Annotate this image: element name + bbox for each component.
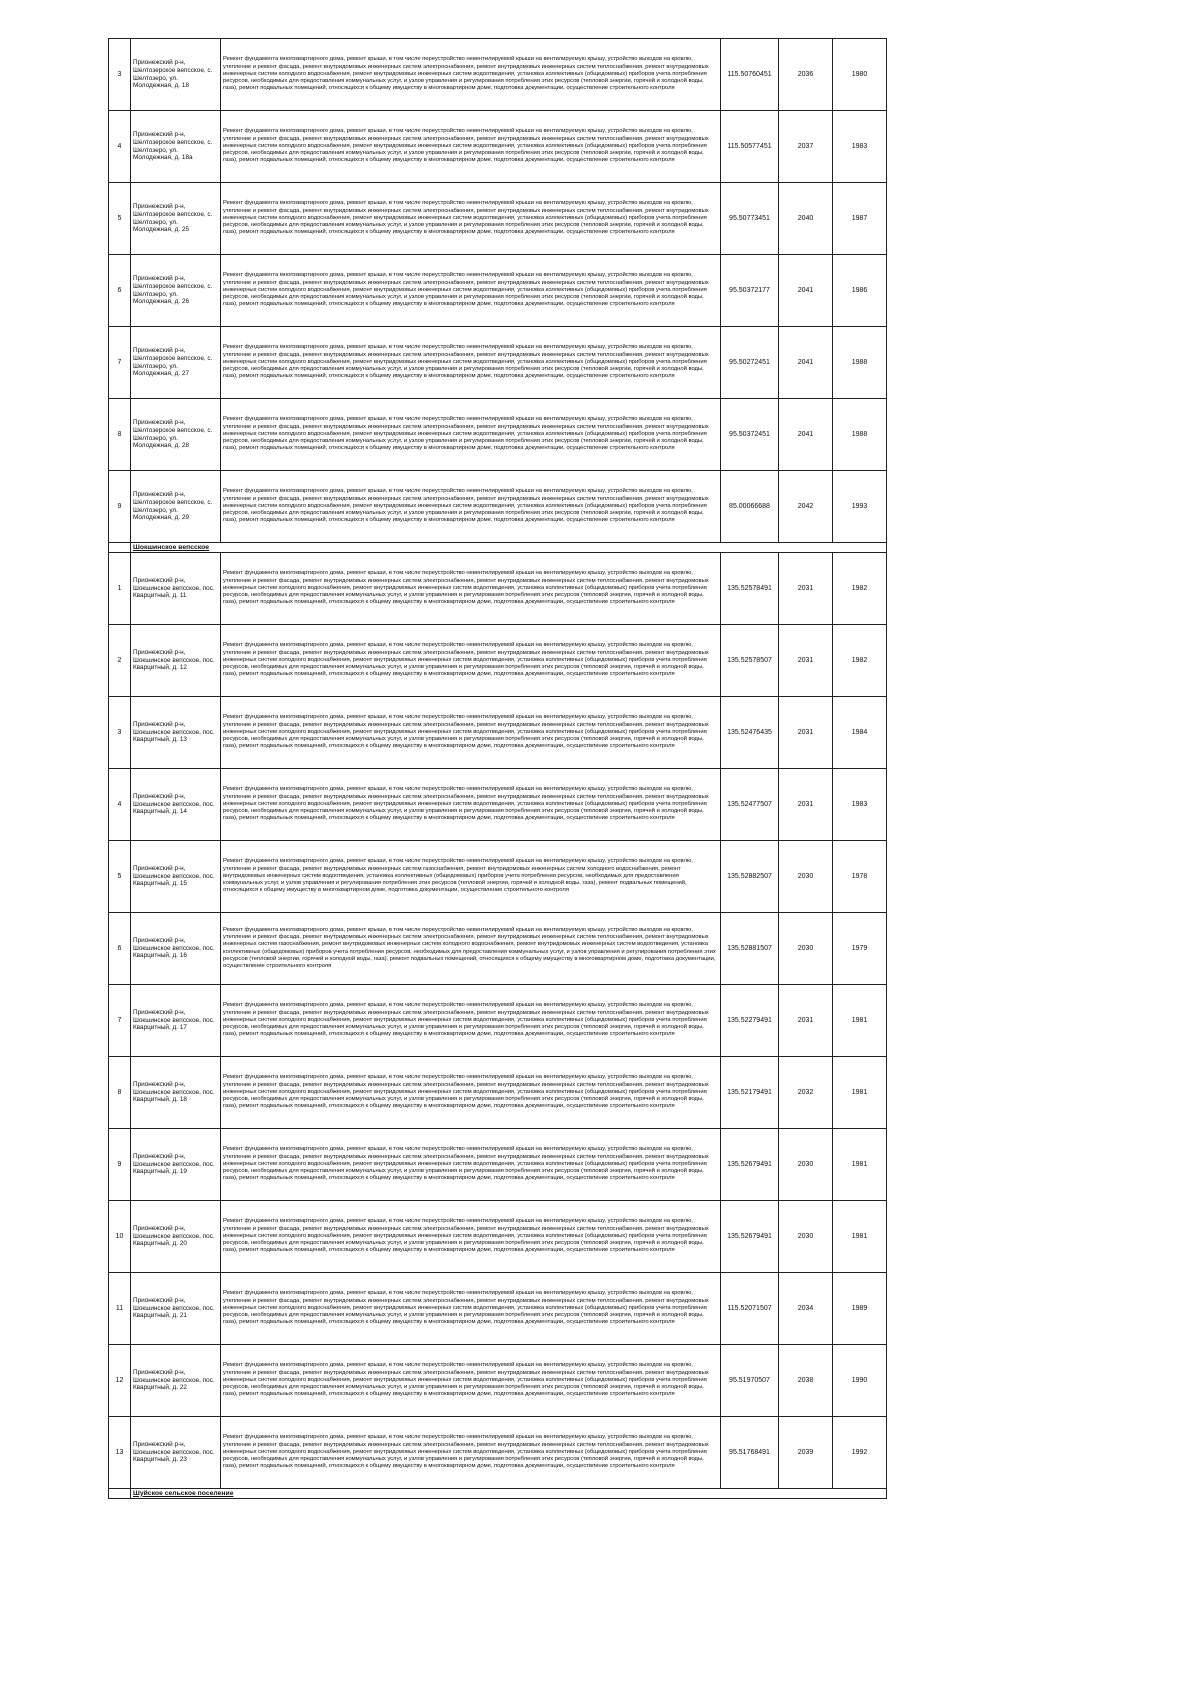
- table-row: [109, 1201, 887, 1273]
- work-description-cell: Ремонт фундамента многоквартирного дома, ремонт крыши, в том числе переустройство невентилируемой крыши на вентилируемую крышу, устройство выходов на кровлю, утепление и ремонт фасада, ремонт внутридомовых инженерных систем электроснабжения, ремонт внутридомовых инженерных систем теплоснабжения, ремонт внутридомовых инженерных систем холодного водоснабжения, ремонт внутридомовых инженерных систем водоотведения, установка коллективных (общедомовых) приборов учета потребления ресурсов, необходимых для предоставления коммунальных услуг, и узлов управления и регулирования потребления этих ресурсов (тепловой энергии, горячей и холодной воды, газа), ремонт подвальных помещений, относящихся к общему имуществу в многоквартирном доме, подготовка документации, осуществление строительного контроля: [221, 769, 721, 841]
- build-year-cell: 1981: [833, 1201, 887, 1273]
- row-number-cell: 2: [109, 625, 131, 697]
- table-row: [109, 327, 887, 399]
- cost-cell: 95.51768491: [721, 1417, 779, 1489]
- table-row: [109, 399, 887, 471]
- address-cell: Прионежский р-н, Шокшинское вепсское, пос. Кварцитный, д. 14: [131, 769, 221, 841]
- address-cell: Прионежский р-н, Шелтозерское вепсское, с. Шелтозеро, ул. Молодежная, д. 29: [131, 471, 221, 543]
- work-description-cell: Ремонт фундамента многоквартирного дома, ремонт крыши, в том числе переустройство невентилируемой крыши на вентилируемую крышу, устройство выходов на кровлю, утепление и ремонт фасада, ремонт внутридомовых инженерных систем электроснабжения, ремонт внутридомовых инженерных систем теплоснабжения, ремонт внутридомовых инженерных систем холодного водоснабжения, ремонт внутридомовых инженерных систем водоотведения, установка коллективных (общедомовых) приборов учета потребления ресурсов, необходимых для предоставления коммунальных услуг, и узлов управления и регулирования потребления этих ресурсов (тепловой энергии, горячей и холодной воды, газа), ремонт подвальных помещений, относящихся к общему имуществу в многоквартирном доме, подготовка документации, осуществление строительного контроля: [221, 1273, 721, 1345]
- row-number-cell: 3: [109, 697, 131, 769]
- build-year-cell: 1979: [833, 913, 887, 985]
- address-cell: Прионежский р-н, Шокшинское вепсское, пос. Кварцитный, д. 22: [131, 1345, 221, 1417]
- address-cell: Прионежский р-н, Шокшинское вепсское, пос. Кварцитный, д. 18: [131, 1057, 221, 1129]
- cost-cell: 95.50372177: [721, 255, 779, 327]
- planned-year-cell: 2030: [779, 1129, 833, 1201]
- planned-year-cell: 2031: [779, 625, 833, 697]
- planned-year-cell: 2041: [779, 327, 833, 399]
- address-cell: Прионежский р-н, Шокшинское вепсское, пос. Кварцитный, д. 19: [131, 1129, 221, 1201]
- planned-year-cell: 2030: [779, 913, 833, 985]
- row-number-cell: 4: [109, 769, 131, 841]
- cost-cell: 115.50577451: [721, 111, 779, 183]
- work-description-cell: Ремонт фундамента многоквартирного дома, ремонт крыши, в том числе переустройство невентилируемой крыши на вентилируемую крышу, устройство выходов на кровлю, утепление и ремонт фасада, ремонт внутридомовых инженерных систем электроснабжения, ремонт внутридомовых инженерных систем теплоснабжения, ремонт внутридомовых инженерных систем холодного водоснабжения, ремонт внутридомовых инженерных систем водоотведения, установка коллективных (общедомовых) приборов учета потребления ресурсов, необходимых для предоставления коммунальных услуг, и узлов управления и регулирования потребления этих ресурсов (тепловой энергии, горячей и холодной воды, газа), ремонт подвальных помещений, относящихся к общему имуществу в многоквартирном доме, подготовка документации, осуществление строительного контроля: [221, 1057, 721, 1129]
- row-number-cell: 8: [109, 399, 131, 471]
- build-year-cell: 1978: [833, 841, 887, 913]
- section-title: Шуйское сельское поселение: [131, 1489, 887, 1499]
- row-number-cell: 10: [109, 1201, 131, 1273]
- build-year-cell: 1987: [833, 183, 887, 255]
- work-description-cell: Ремонт фундамента многоквартирного дома, ремонт крыши, в том числе переустройство невентилируемой крыши на вентилируемую крышу, устройство выходов на кровлю, утепление и ремонт фасада, ремонт внутридомовых инженерных систем электроснабжения, ремонт внутридомовых инженерных систем теплоснабжения, ремонт внутридомовых инженерных систем холодного водоснабжения, ремонт внутридомовых инженерных систем водоотведения, установка коллективных (общедомовых) приборов учета потребления ресурсов, необходимых для предоставления коммунальных услуг, и узлов управления и регулирования потребления этих ресурсов (тепловой энергии, горячей и холодной воды, газа), ремонт подвальных помещений, относящихся к общему имуществу в многоквартирном доме, подготовка документации, осуществление строительного контроля: [221, 1201, 721, 1273]
- cost-cell: 135.52476435: [721, 697, 779, 769]
- work-description-cell: Ремонт фундамента многоквартирного дома, ремонт крыши, в том числе переустройство невентилируемой крыши на вентилируемую крышу, устройство выходов на кровлю, утепление и ремонт фасада, ремонт внутридомовых инженерных систем электроснабжения, ремонт внутридомовых инженерных систем теплоснабжения, ремонт внутридомовых инженерных систем холодного водоснабжения, ремонт внутридомовых инженерных систем водоотведения, установка коллективных (общедомовых) приборов учета потребления ресурсов, необходимых для предоставления коммунальных услуг, и узлов управления и регулирования потребления этих ресурсов (тепловой энергии, горячей и холодной воды, газа), ремонт подвальных помещений, относящихся к общему имуществу в многоквартирном доме, подготовка документации, осуществление строительного контроля: [221, 399, 721, 471]
- table-row: [109, 255, 887, 327]
- address-cell: Прионежский р-н, Шелтозерское вепсское, с. Шелтозеро, ул. Молодежная, д. 18а: [131, 111, 221, 183]
- table-body: [109, 39, 887, 1499]
- address-cell: Прионежский р-н, Шокшинское вепсское, пос. Кварцитный, д. 12: [131, 625, 221, 697]
- row-number-cell: 7: [109, 327, 131, 399]
- row-number-cell: 9: [109, 471, 131, 543]
- row-number-cell: 6: [109, 913, 131, 985]
- section-header-row: [109, 1489, 887, 1499]
- planned-year-cell: 2031: [779, 553, 833, 625]
- build-year-cell: 1989: [833, 1273, 887, 1345]
- planned-year-cell: 2042: [779, 471, 833, 543]
- table-row: [109, 1345, 887, 1417]
- row-number-cell: 6: [109, 255, 131, 327]
- planned-year-cell: 2040: [779, 183, 833, 255]
- table-row: [109, 1417, 887, 1489]
- planned-year-cell: 2031: [779, 985, 833, 1057]
- planned-year-cell: 2030: [779, 1201, 833, 1273]
- planned-year-cell: 2041: [779, 399, 833, 471]
- row-number-cell: 4: [109, 111, 131, 183]
- address-cell: Прионежский р-н, Шокшинское вепсское, пос. Кварцитный, д. 20: [131, 1201, 221, 1273]
- build-year-cell: 1986: [833, 255, 887, 327]
- cost-cell: 135.52578491: [721, 553, 779, 625]
- address-cell: Прионежский р-н, Шокшинское вепсское, пос. Кварцитный, д. 11: [131, 553, 221, 625]
- work-description-cell: Ремонт фундамента многоквартирного дома, ремонт крыши, в том числе переустройство невентилируемой крыши на вентилируемую крышу, устройство выходов на кровлю, утепление и ремонт фасада, ремонт внутридомовых инженерных систем электроснабжения, ремонт внутридомовых инженерных систем теплоснабжения, ремонт внутридомовых инженерных систем холодного водоснабжения, ремонт внутридомовых инженерных систем водоотведения, установка коллективных (общедомовых) приборов учета потребления ресурсов, необходимых для предоставления коммунальных услуг, и узлов управления и регулирования потребления этих ресурсов (тепловой энергии, горячей и холодной воды, газа), ремонт подвальных помещений, относящихся к общему имуществу в многоквартирном доме, подготовка документации, осуществление строительного контроля: [221, 697, 721, 769]
- row-number-cell: 8: [109, 1057, 131, 1129]
- work-description-cell: Ремонт фундамента многоквартирного дома, ремонт крыши, в том числе переустройство невентилируемой крыши на вентилируемую крышу, устройство выходов на кровлю, утепление и ремонт фасада, ремонт внутридомовых инженерных систем электроснабжения, ремонт внутридомовых инженерных систем теплоснабжения, ремонт внутридомовых инженерных систем холодного водоснабжения, ремонт внутридомовых инженерных систем водоотведения, установка коллективных (общедомовых) приборов учета потребления ресурсов, необходимых для предоставления коммунальных услуг, и узлов управления и регулирования потребления этих ресурсов (тепловой энергии, горячей и холодной воды, газа), ремонт подвальных помещений, относящихся к общему имуществу в многоквартирном доме, подготовка документации, осуществление строительного контроля: [221, 39, 721, 111]
- cost-cell: 135.52679491: [721, 1129, 779, 1201]
- row-number-cell: 5: [109, 183, 131, 255]
- address-cell: Прионежский р-н, Шокшинское вепсское, пос. Кварцитный, д. 21: [131, 1273, 221, 1345]
- address-cell: Прионежский р-н, Шокшинское вепсское, пос. Кварцитный, д. 17: [131, 985, 221, 1057]
- work-description-cell: Ремонт фундамента многоквартирного дома, ремонт крыши, в том числе переустройство невентилируемой крыши на вентилируемую крышу, устройство выходов на кровлю, утепление и ремонт фасада, ремонт внутридомовых инженерных систем электроснабжения, ремонт внутридомовых инженерных систем теплоснабжения, ремонт внутридомовых инженерных систем холодного водоснабжения, ремонт внутридомовых инженерных систем водоотведения, установка коллективных (общедомовых) приборов учета потребления ресурсов, необходимых для предоставления коммунальных услуг, и узлов управления и регулирования потребления этих ресурсов (тепловой энергии, горячей и холодной воды, газа), ремонт подвальных помещений, относящихся к общему имуществу в многоквартирном доме, подготовка документации, осуществление строительного контроля: [221, 111, 721, 183]
- cost-cell: 135.52881507: [721, 913, 779, 985]
- address-cell: Прионежский р-н, Шокшинское вепсское, пос. Кварцитный, д. 16: [131, 913, 221, 985]
- build-year-cell: 1984: [833, 697, 887, 769]
- build-year-cell: 1981: [833, 1129, 887, 1201]
- table-row: [109, 1273, 887, 1345]
- table-row: [109, 111, 887, 183]
- address-cell: Прионежский р-н, Шелтозерское вепсское, с. Шелтозеро, ул. Молодежная, д. 27: [131, 327, 221, 399]
- planned-year-cell: 2032: [779, 1057, 833, 1129]
- work-description-cell: Ремонт фундамента многоквартирного дома, ремонт крыши, в том числе переустройство невентилируемой крыши на вентилируемую крышу, устройство выходов на кровлю, утепление и ремонт фасада, ремонт внутридомовых инженерных систем электроснабжения, ремонт внутридомовых инженерных систем теплоснабжения, ремонт внутридомовых инженерных систем холодного водоснабжения, ремонт внутридомовых инженерных систем водоотведения, установка коллективных (общедомовых) приборов учета потребления ресурсов, необходимых для предоставления коммунальных услуг, и узлов управления и регулирования потребления этих ресурсов (тепловой энергии, горячей и холодной воды, газа), ремонт подвальных помещений, относящихся к общему имуществу в многоквартирном доме, подготовка документации, осуществление строительного контроля: [221, 625, 721, 697]
- section-spacer: [109, 1489, 131, 1499]
- cost-cell: 135.52882507: [721, 841, 779, 913]
- section-title: Шокшинское вепсское: [131, 543, 887, 553]
- cost-cell: 135.52477507: [721, 769, 779, 841]
- build-year-cell: 1983: [833, 769, 887, 841]
- table-row: [109, 1057, 887, 1129]
- cost-cell: 95.51970507: [721, 1345, 779, 1417]
- cost-cell: 95.50272451: [721, 327, 779, 399]
- table-row: [109, 471, 887, 543]
- section-header-row: [109, 543, 887, 553]
- cost-cell: 135.52578507: [721, 625, 779, 697]
- work-description-cell: Ремонт фундамента многоквартирного дома, ремонт крыши, в том числе переустройство невентилируемой крыши на вентилируемую крышу, устройство выходов на кровлю, утепление и ремонт фасада, ремонт внутридомовых инженерных систем электроснабжения, ремонт внутридомовых инженерных систем теплоснабжения, ремонт внутридомовых инженерных систем холодного водоснабжения, ремонт внутридомовых инженерных систем водоотведения, установка коллективных (общедомовых) приборов учета потребления ресурсов, необходимых для предоставления коммунальных услуг, и узлов управления и регулирования потребления этих ресурсов (тепловой энергии, горячей и холодной воды, газа), ремонт подвальных помещений, относящихся к общему имуществу в многоквартирном доме, подготовка документации, осуществление строительного контроля: [221, 1129, 721, 1201]
- work-description-cell: Ремонт фундамента многоквартирного дома, ремонт крыши, в том числе переустройство невентилируемой крыши на вентилируемую крышу, устройство выходов на кровлю, утепление и ремонт фасада, ремонт внутридомовых инженерных систем электроснабжения, ремонт внутридомовых инженерных систем теплоснабжения, ремонт внутридомовых инженерных систем холодного водоснабжения, ремонт внутридомовых инженерных систем водоотведения, установка коллективных (общедомовых) приборов учета потребления ресурсов, необходимых для предоставления коммунальных услуг, и узлов управления и регулирования потребления этих ресурсов (тепловой энергии, горячей и холодной воды, газа), ремонт подвальных помещений, относящихся к общему имуществу в многоквартирном доме, подготовка документации, осуществление строительного контроля: [221, 255, 721, 327]
- address-cell: Прионежский р-н, Шелтозерское вепсское, с. Шелтозеро, ул. Молодежная, д. 28: [131, 399, 221, 471]
- build-year-cell: 1982: [833, 553, 887, 625]
- planned-year-cell: 2030: [779, 841, 833, 913]
- work-description-cell: Ремонт фундамента многоквартирного дома, ремонт крыши, в том числе переустройство невентилируемой крыши на вентилируемую крышу, устройство выходов на кровлю, утепление и ремонт фасада, ремонт внутридомовых инженерных систем электроснабжения, ремонт внутридомовых инженерных систем теплоснабжения, ремонт внутридомовых инженерных систем газоснабжения, ремонт внутридомовых инженерных систем холодного водоснабжения, ремонт внутридомовых инженерных систем водоотведения, установка коллективных (общедомовых) приборов учета потребления ресурсов, необходимых для предоставления коммунальных услуг, и узлов управления и регулирования потребления этих ресурсов (тепловой энергии, горячей и холодной воды, газа), ремонт подвальных помещений, относящихся к общему имуществу в многоквартирном доме, подготовка документации, осуществление строительного контроля: [221, 913, 721, 985]
- build-year-cell: 1992: [833, 1417, 887, 1489]
- table-row: [109, 625, 887, 697]
- build-year-cell: 1982: [833, 625, 887, 697]
- row-number-cell: 5: [109, 841, 131, 913]
- row-number-cell: 1: [109, 553, 131, 625]
- table-row: [109, 769, 887, 841]
- table-row: [109, 841, 887, 913]
- planned-year-cell: 2039: [779, 1417, 833, 1489]
- row-number-cell: 13: [109, 1417, 131, 1489]
- cost-cell: 135.52179491: [721, 1057, 779, 1129]
- cost-cell: 135.52679491: [721, 1201, 779, 1273]
- row-number-cell: 11: [109, 1273, 131, 1345]
- address-cell: Прионежский р-н, Шокшинское вепсское, пос. Кварцитный, д. 13: [131, 697, 221, 769]
- planned-year-cell: 2036: [779, 39, 833, 111]
- address-cell: Прионежский р-н, Шокшинское вепсское, пос. Кварцитный, д. 23: [131, 1417, 221, 1489]
- table-row: [109, 39, 887, 111]
- work-description-cell: Ремонт фундамента многоквартирного дома, ремонт крыши, в том числе переустройство невентилируемой крыши на вентилируемую крышу, устройство выходов на кровлю, утепление и ремонт фасада, ремонт внутридомовых инженерных систем газоснабжения, ремонт внутридомовых инженерных систем холодного водоснабжения, ремонт внутридомовых инженерных систем водоотведения, установка коллективных (общедомовых) приборов учета потребления ресурсов, необходимых для предоставления коммунальных услуг, и узлов управления и регулирования потребления этих ресурсов (тепловой энергии, горячей и холодной воды, газа), ремонт подвальных помещений, относящихся к общему имуществу в многоквартирном доме, подготовка документации, осуществление строительного контроля: [221, 841, 721, 913]
- address-cell: Прионежский р-н, Шелтозерское вепсское, с. Шелтозеро, ул. Молодежная, д. 26: [131, 255, 221, 327]
- work-description-cell: Ремонт фундамента многоквартирного дома, ремонт крыши, в том числе переустройство невентилируемой крыши на вентилируемую крышу, устройство выходов на кровлю, утепление и ремонт фасада, ремонт внутридомовых инженерных систем электроснабжения, ремонт внутридомовых инженерных систем теплоснабжения, ремонт внутридомовых инженерных систем холодного водоснабжения, ремонт внутридомовых инженерных систем водоотведения, установка коллективных (общедомовых) приборов учета потребления ресурсов, необходимых для предоставления коммунальных услуг, и узлов управления и регулирования потребления этих ресурсов (тепловой энергии, горячей и холодной воды, газа), ремонт подвальных помещений, относящихся к общему имуществу в многоквартирном доме, подготовка документации, осуществление строительного контроля: [221, 327, 721, 399]
- cost-cell: 115.50760451: [721, 39, 779, 111]
- cost-cell: 95.50372451: [721, 399, 779, 471]
- row-number-cell: 3: [109, 39, 131, 111]
- work-description-cell: Ремонт фундамента многоквартирного дома, ремонт крыши, в том числе переустройство невентилируемой крыши на вентилируемую крышу, устройство выходов на кровлю, утепление и ремонт фасада, ремонт внутридомовых инженерных систем электроснабжения, ремонт внутридомовых инженерных систем теплоснабжения, ремонт внутридомовых инженерных систем холодного водоснабжения, ремонт внутридомовых инженерных систем водоотведения, установка коллективных (общедомовых) приборов учета потребления ресурсов, необходимых для предоставления коммунальных услуг, и узлов управления и регулирования потребления этих ресурсов (тепловой энергии, горячей и холодной воды, газа), ремонт подвальных помещений, относящихся к общему имуществу в многоквартирном доме, подготовка документации, осуществление строительного контроля: [221, 1417, 721, 1489]
- cost-cell: 95.50773451: [721, 183, 779, 255]
- table-row: [109, 1129, 887, 1201]
- planned-year-cell: 2031: [779, 697, 833, 769]
- row-number-cell: 9: [109, 1129, 131, 1201]
- capital-repair-table: [108, 38, 886, 1499]
- row-number-cell: 7: [109, 985, 131, 1057]
- build-year-cell: 1990: [833, 1345, 887, 1417]
- cost-cell: 135.52279491: [721, 985, 779, 1057]
- table-row: [109, 985, 887, 1057]
- build-year-cell: 1981: [833, 1057, 887, 1129]
- address-cell: Прионежский р-н, Шелтозерское вепсское, с. Шелтозеро, ул. Молодежная, д. 25: [131, 183, 221, 255]
- planned-year-cell: 2034: [779, 1273, 833, 1345]
- cost-cell: 85.00066688: [721, 471, 779, 543]
- build-year-cell: 1993: [833, 471, 887, 543]
- address-cell: Прионежский р-н, Шокшинское вепсское, пос. Кварцитный, д. 15: [131, 841, 221, 913]
- work-description-cell: Ремонт фундамента многоквартирного дома, ремонт крыши, в том числе переустройство невентилируемой крыши на вентилируемую крышу, устройство выходов на кровлю, утепление и ремонт фасада, ремонт внутридомовых инженерных систем электроснабжения, ремонт внутридомовых инженерных систем теплоснабжения, ремонт внутридомовых инженерных систем холодного водоснабжения, ремонт внутридомовых инженерных систем водоотведения, установка коллективных (общедомовых) приборов учета потребления ресурсов, необходимых для предоставления коммунальных услуг, и узлов управления и регулирования потребления этих ресурсов (тепловой энергии, горячей и холодной воды, газа), ремонт подвальных помещений, относящихся к общему имуществу в многоквартирном доме, подготовка документации, осуществление строительного контроля: [221, 183, 721, 255]
- build-year-cell: 1988: [833, 399, 887, 471]
- work-description-cell: Ремонт фундамента многоквартирного дома, ремонт крыши, в том числе переустройство невентилируемой крыши на вентилируемую крышу, устройство выходов на кровлю, утепление и ремонт фасада, ремонт внутридомовых инженерных систем электроснабжения, ремонт внутридомовых инженерных систем теплоснабжения, ремонт внутридомовых инженерных систем холодного водоснабжения, ремонт внутридомовых инженерных систем водоотведения, установка коллективных (общедомовых) приборов учета потребления ресурсов, необходимых для предоставления коммунальных услуг, и узлов управления и регулирования потребления этих ресурсов (тепловой энергии, горячей и холодной воды, газа), ремонт подвальных помещений, относящихся к общему имуществу в многоквартирном доме, подготовка документации, осуществление строительного контроля: [221, 553, 721, 625]
- planned-year-cell: 2038: [779, 1345, 833, 1417]
- build-year-cell: 1983: [833, 111, 887, 183]
- build-year-cell: 1988: [833, 327, 887, 399]
- table-row: [109, 183, 887, 255]
- planned-year-cell: 2031: [779, 769, 833, 841]
- address-cell: Прионежский р-н, Шелтозерское вепсское, с. Шелтозеро, ул. Молодежная, д. 18: [131, 39, 221, 111]
- table-row: [109, 553, 887, 625]
- work-description-cell: Ремонт фундамента многоквартирного дома, ремонт крыши, в том числе переустройство невентилируемой крыши на вентилируемую крышу, устройство выходов на кровлю, утепление и ремонт фасада, ремонт внутридомовых инженерных систем электроснабжения, ремонт внутридомовых инженерных систем теплоснабжения, ремонт внутридомовых инженерных систем холодного водоснабжения, ремонт внутридомовых инженерных систем водоотведения, установка коллективных (общедомовых) приборов учета потребления ресурсов, необходимых для предоставления коммунальных услуг, и узлов управления и регулирования потребления этих ресурсов (тепловой энергии, горячей и холодной воды, газа), ремонт подвальных помещений, относящихся к общему имуществу в многоквартирном доме, подготовка документации, осуществление строительного контроля: [221, 1345, 721, 1417]
- cost-cell: 115.52071507: [721, 1273, 779, 1345]
- table-row: [109, 697, 887, 769]
- work-description-cell: Ремонт фундамента многоквартирного дома, ремонт крыши, в том числе переустройство невентилируемой крыши на вентилируемую крышу, устройство выходов на кровлю, утепление и ремонт фасада, ремонт внутридомовых инженерных систем электроснабжения, ремонт внутридомовых инженерных систем теплоснабжения, ремонт внутридомовых инженерных систем холодного водоснабжения, ремонт внутридомовых инженерных систем водоотведения, установка коллективных (общедомовых) приборов учета потребления ресурсов, необходимых для предоставления коммунальных услуг, и узлов управления и регулирования потребления этих ресурсов (тепловой энергии, горячей и холодной воды, газа), ремонт подвальных помещений, относящихся к общему имуществу в многоквартирном доме, подготовка документации, осуществление строительного контроля: [221, 471, 721, 543]
- row-number-cell: 12: [109, 1345, 131, 1417]
- section-spacer: [109, 543, 131, 553]
- build-year-cell: 1980: [833, 39, 887, 111]
- table-row: [109, 913, 887, 985]
- work-description-cell: Ремонт фундамента многоквартирного дома, ремонт крыши, в том числе переустройство невентилируемой крыши на вентилируемую крышу, устройство выходов на кровлю, утепление и ремонт фасада, ремонт внутридомовых инженерных систем электроснабжения, ремонт внутридомовых инженерных систем теплоснабжения, ремонт внутридомовых инженерных систем холодного водоснабжения, ремонт внутридомовых инженерных систем водоотведения, установка коллективных (общедомовых) приборов учета потребления ресурсов, необходимых для предоставления коммунальных услуг, и узлов управления и регулирования потребления этих ресурсов (тепловой энергии, горячей и холодной воды, газа), ремонт подвальных помещений, относящихся к общему имуществу в многоквартирном доме, подготовка документации, осуществление строительного контроля: [221, 985, 721, 1057]
- planned-year-cell: 2037: [779, 111, 833, 183]
- build-year-cell: 1981: [833, 985, 887, 1057]
- planned-year-cell: 2041: [779, 255, 833, 327]
